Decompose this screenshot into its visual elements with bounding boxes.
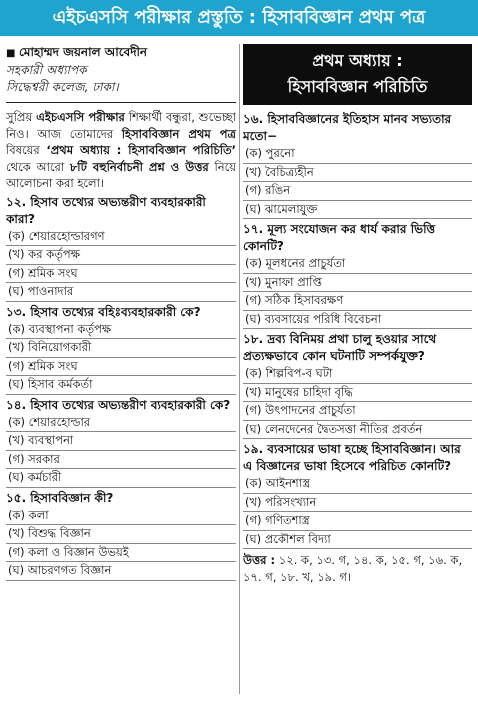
answer-option: (খ) বিশুদ্ধ বিজ্ঞান — [6, 525, 236, 544]
answer-option: (ঘ) ব্যবসায়ের পরিধি বিবেচনা — [243, 311, 472, 330]
intro-text: নিয়ে আলোচনা করা হলো। — [6, 159, 236, 190]
answer-option: (ক) আইনশাস্ত্র — [243, 475, 472, 494]
answer-option: (ঘ) লেনদেনের দ্বৈতসত্তা নীতির প্রবর্তন — [243, 421, 472, 440]
question-text: ১৫. হিসাববিজ্ঞান কী? — [6, 490, 114, 505]
answer-option: (ঘ) হিসাব কর্মকর্তা — [6, 376, 236, 395]
intro-text: শিক্ষার্থী বন্ধুরা, শুভেচ্ছা নিও। আজ তোমাদের — [6, 110, 236, 141]
answer-key-label: উত্তর : — [243, 553, 276, 567]
intro-bold: ‘প্রথম অধ্যায় : হিসাববিজ্ঞান পরিচিতি’ — [46, 143, 236, 157]
answer-option: (গ) শ্রমিক সংঘ — [6, 358, 236, 377]
question-text: ১৮. দ্রব্য বিনিময় প্রথা চালু হওয়ার সাথে প্রত্যক্ষভাবে কোন ঘটনাটি সম্পর্কযুক্ত? — [243, 332, 437, 363]
answer-option: (ঘ) প্রকৌশল বিদ্যা — [243, 531, 472, 550]
answer-option: (খ) পরিসংখ্যান — [243, 494, 472, 513]
answer-option: (ক) শেয়ারহোল্ডার — [6, 414, 236, 433]
chapter-title: হিসাববিজ্ঞান পরিচিতি — [287, 77, 428, 96]
author-institution: সিদ্ধেশ্বরী কলেজ, ঢাকা। — [6, 80, 119, 94]
chapter-heading — [243, 44, 472, 105]
question-text: ১৩. হিসাব তথ্যের বহিঃব্যবহারকারী কে? — [6, 304, 201, 319]
answer-option: (খ) বিনিয়োগকারী — [6, 339, 236, 358]
intro-paragraph — [6, 109, 236, 192]
question-block-q18 — [243, 331, 472, 439]
intro-text: বিষয়ের — [6, 143, 47, 157]
answer-option: (ক) শিল্পবিপ-ব ঘটা — [243, 365, 472, 384]
answer-option: (গ) উৎপাদনের প্রাচুর্যতা — [243, 402, 472, 421]
answer-option: (খ) বৈচিত্র্যহীন — [243, 164, 472, 183]
answer-option: (ক) মূলধনের প্রাচুর্যতা — [243, 255, 472, 274]
question-block-q19 — [243, 441, 472, 549]
answer-option: (ক) কলা — [6, 507, 236, 526]
answer-option: (গ) সঠিক হিসাবরক্ষণ — [243, 292, 472, 311]
right-column — [243, 44, 472, 700]
answer-option: (গ) রঙিন — [243, 182, 472, 201]
question-text: ১৭. মূল্য সংযোজন কর ধার্য করার ভিত্তি কোনটি? — [243, 222, 436, 253]
question-text: ১৪. হিসাব তথ্যের অভ্যন্তরীণ ব্যবহারকারী কে? — [6, 397, 231, 412]
question-block-q12 — [6, 194, 236, 302]
intro-bold: হিসাববিজ্ঞান প্রথম পত্র — [121, 126, 236, 141]
answer-key — [243, 552, 472, 586]
answer-option: (ঘ) ঝামেলাযুক্ত — [243, 201, 472, 220]
answer-option: (ক) শেয়ারহোল্ডারগণ — [6, 228, 236, 247]
answer-option: (ক) ব্যবস্থাপনা কর্তৃপক্ষ — [6, 321, 236, 340]
answer-option: (ঘ) কর্মচারী — [6, 469, 236, 488]
question-text: ১২. হিসাব তথ্যের অভ্যন্তরীণ ব্যবহারকারী কারা? — [6, 194, 206, 226]
question-block-q17 — [243, 221, 472, 329]
answer-option: (গ) কলা ও বিজ্ঞান উভয়ই — [6, 544, 236, 563]
answer-option: (খ) কর কর্তৃপক্ষ — [6, 246, 236, 265]
intro-bold: এইচএসসি পরীক্ষার — [36, 110, 125, 124]
answer-option: (ক) পুরনো — [243, 145, 472, 164]
author-designation: সহকারী অধ্যাপক — [6, 63, 87, 77]
answer-option: (ঘ) পাওনাদার — [6, 283, 236, 302]
answer-option: (ঘ) আচরণগত বিজ্ঞান — [6, 562, 236, 581]
page-banner — [0, 0, 478, 36]
author-block — [6, 44, 236, 96]
intro-bold: ৮টি বহুনির্বাচনী প্রশ্ন ও উত্তর — [69, 159, 209, 174]
answer-option: (গ) গণিতশাস্ত্র — [243, 512, 472, 531]
column-divider — [239, 44, 240, 694]
intro-text: থেকে আরো — [6, 159, 70, 174]
question-text: ১৯. ব্যবসায়ের ভাষা হচ্ছে হিসাববিজ্ঞান। আর এ বিজ্ঞানের ভাষা হিসেবে পরিচিত কোনটি? — [243, 442, 461, 473]
answer-key-text: ১২. ক, ১৩. গ, ১৪. ক, ১৫. গ, ১৬. ক, ১৭. গ, ১৮. খ, ১৯. গ। — [243, 553, 463, 584]
author-name: ■ মোহাম্মদ জয়নাল আবেদীন — [6, 44, 236, 62]
answer-option: (গ) শ্রমিক সংঘ — [6, 265, 236, 284]
left-column — [6, 44, 236, 700]
answer-option: (গ) সরকার — [6, 451, 236, 470]
intro-text: সুপ্রিয় — [6, 110, 37, 124]
question-block-q13 — [6, 304, 236, 395]
question-block-q16 — [243, 111, 472, 219]
answer-option: (খ) মানুষের চাহিদা বৃদ্ধি — [243, 384, 472, 403]
answer-option: (খ) মুনাফা প্রাপ্তি — [243, 274, 472, 293]
chapter-number: প্রথম অধ্যায় : — [312, 51, 403, 70]
question-block-q15 — [6, 490, 236, 581]
answer-option: (খ) ব্যবস্থাপনা — [6, 432, 236, 451]
author-divider — [6, 102, 236, 103]
question-text: ১৬. হিসাববিজ্ঞানের ইতিহাস মানব সভ্যতার মতো− — [243, 112, 452, 143]
question-block-q14 — [6, 397, 236, 488]
banner-title: এইচএসসি পরীক্ষার প্রস্তুতি : হিসাববিজ্ঞান প্রথম পত্র — [52, 6, 426, 28]
